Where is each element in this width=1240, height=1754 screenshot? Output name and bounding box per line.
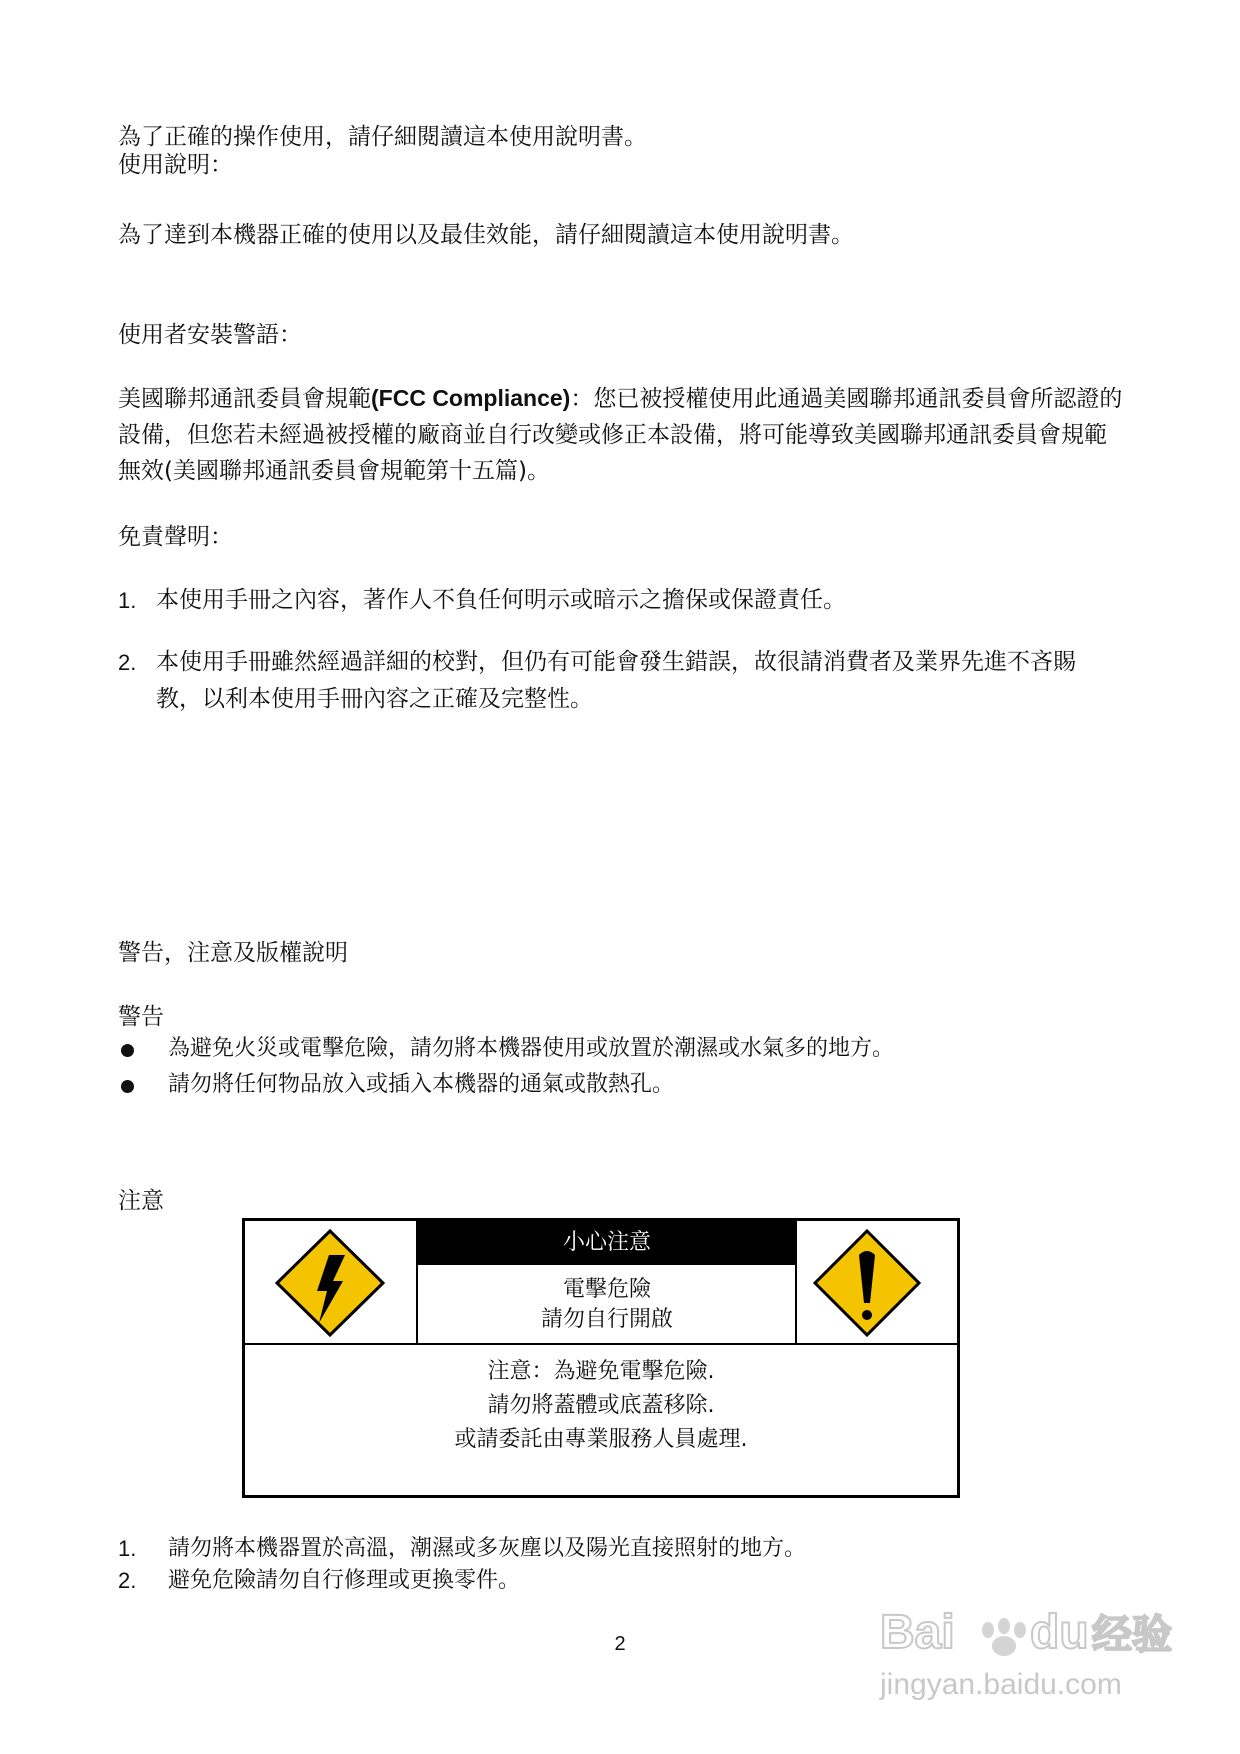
watermark-brand: Bai xyxy=(880,1606,955,1659)
fcc-paragraph xyxy=(118,380,1128,489)
fcc-text: ：您已被授權使用此通過美國聯邦通訊委員會所認證的設備，但您若未經過被授權的廠商並自行改變或修正本設備，將可能導致美國聯邦通訊委員會規範無效(美國聯邦通訊委員會規範第十五篇)。 xyxy=(118,386,1123,484)
note-text-2: 避免危險請勿自行修理或更換零件。 xyxy=(168,1568,521,1593)
fcc-bold: (FCC Compliance) xyxy=(371,385,571,411)
note-num-2: 2. xyxy=(118,1568,137,1593)
exclamation-warning-icon xyxy=(797,1221,957,1343)
disclaimer-text-2: 本使用手冊雖然經過詳細的校對，但仍有可能會發生錯誤，故很請消費者及業界先進不吝賜教，以利本使用手冊內容之正確及完整性。 xyxy=(156,649,1076,712)
note-num-1: 1. xyxy=(118,1536,137,1561)
disclaimer-num-1: 1. xyxy=(118,588,137,613)
bullet-dot-1 xyxy=(121,1044,134,1057)
caution-bottom-line-2: 請勿將蓋體或底蓋移除. xyxy=(487,1393,715,1418)
baidu-watermark xyxy=(870,1590,1190,1710)
note-text-1: 請勿將本機器置於高溫，潮濕或多灰塵以及陽光直接照射的地方。 xyxy=(168,1536,807,1561)
caution-label-top-row xyxy=(245,1221,957,1345)
intro-line-3: 為了達到本機器正確的使用以及最佳效能，請仔細閱讀這本使用說明書。 xyxy=(118,222,854,248)
warnings-section-title: 警告，注意及版權說明 xyxy=(118,940,348,966)
fcc-prefix: 美國聯邦通訊委員會規範 xyxy=(118,386,371,412)
warning-heading: 警告 xyxy=(118,1004,164,1030)
disclaimer-heading: 免責聲明： xyxy=(118,524,233,550)
caution-label-mid-cell xyxy=(418,1221,796,1343)
caution-label-left-cell xyxy=(245,1221,418,1343)
page-number: 2 xyxy=(614,1633,626,1655)
warning-bullet-1: 為避免火災或電擊危險，請勿將本機器使用或放置於潮濕或水氣多的地方。 xyxy=(168,1036,895,1061)
baidu-logo xyxy=(870,1590,1190,1710)
watermark-brand-2: du xyxy=(1030,1606,1089,1659)
caution-label-header: 小心注意 xyxy=(418,1221,796,1265)
watermark-url: jingyan.baidu.com xyxy=(880,1668,1122,1701)
user-warning-heading: 使用者安裝警語： xyxy=(118,322,302,348)
intro-line-1: 為了正確的操作使用，請仔細閱讀這本使用說明書。 xyxy=(118,124,647,150)
caution-mid-line-1: 電擊危險 xyxy=(562,1277,651,1302)
caution-heading: 注意 xyxy=(118,1188,164,1214)
paw-icon xyxy=(982,1618,1026,1656)
caution-label-right-cell xyxy=(795,1221,957,1343)
caution-bottom-line-3: 或請委託由專業服務人員處理. xyxy=(454,1427,748,1452)
disclaimer-text-1: 本使用手冊之內容，著作人不負任何明示或暗示之擔保或保證責任。 xyxy=(156,587,846,613)
bullet-dot-2 xyxy=(121,1080,134,1093)
disclaimer-num-2: 2. xyxy=(118,650,137,675)
caution-bottom-line-1: 注意：為避免電擊危險. xyxy=(487,1359,715,1384)
lightning-warning-icon xyxy=(245,1221,416,1343)
caution-label-box xyxy=(242,1218,960,1498)
warning-bullet-2: 請勿將任何物品放入或插入本機器的通氣或散熱孔。 xyxy=(168,1072,675,1097)
watermark-cn: 经验 xyxy=(1092,1612,1172,1658)
intro-line-2: 使用說明： xyxy=(118,152,233,178)
caution-mid-line-2: 請勿自行開啟 xyxy=(540,1307,673,1332)
